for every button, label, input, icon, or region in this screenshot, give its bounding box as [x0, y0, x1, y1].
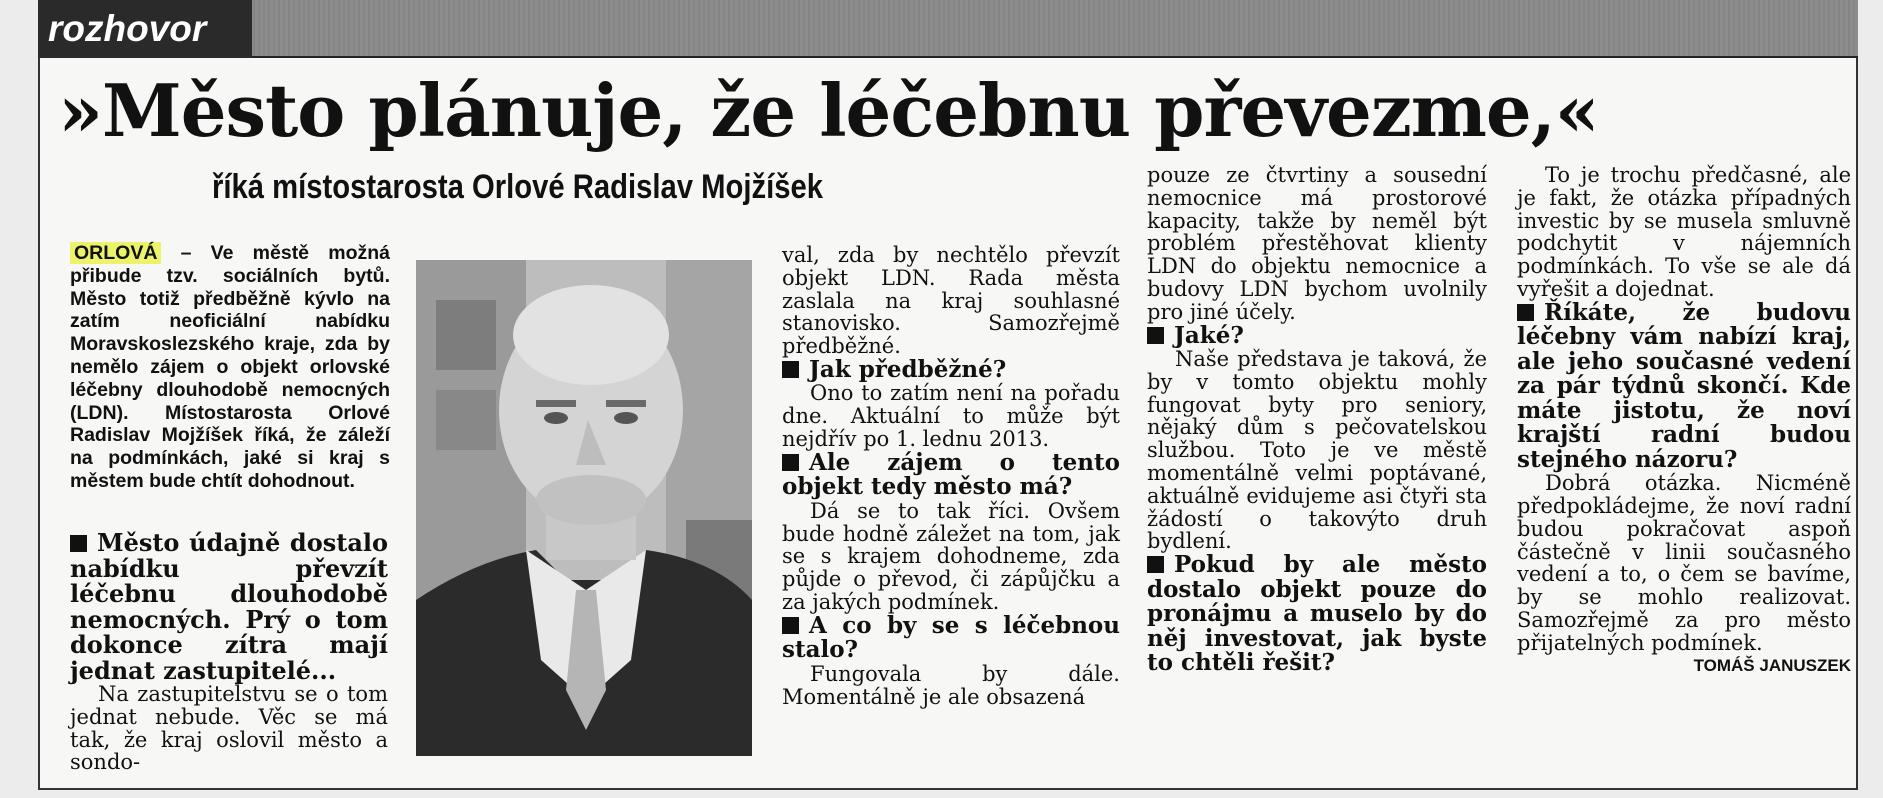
question-2: Jak předběžné? — [782, 358, 1120, 383]
answer-1-part-2: val, zda by nechtělo převzít objekt LDN. Rada města zaslala na kraj souhlasné stanovisko. Samozřejmě předběžné. — [782, 243, 1120, 359]
portrait-image — [416, 260, 752, 756]
article-column-2 — [782, 244, 1120, 708]
article-column-1 — [70, 530, 388, 774]
answer-6: To je trochu předčasné, ale je fakt, že otázka případných investic by se musela smluvně podchytit v nájemních podmínkách. To vše se ale dá vyřešit a dojednat. — [1517, 163, 1851, 301]
answer-7: Dobrá otázka. Nicméně předpokládejme, že noví radní budou pokračovat aspoň částečně v linii současného vedení a to, o čem se bavíme, by se mohlo realizovat. Samozřejmě za pro město přijatelných podmínek. TOMÁŠ JANUSZEK — [1517, 472, 1851, 654]
answer-4-part-2: pouze ze čtvrtiny a sousední nemocnice má prostorové kapacity, takže by neměl být problém přestěhovat klienty LDN do objektu nemocnice a budovy LDN bychom uvolnily pro jiné účely. — [1147, 163, 1487, 324]
article-column-3 — [1147, 164, 1487, 676]
subheadline: říká místostarosta Orlové Radislav Mojžíšek — [212, 168, 824, 206]
answer-1-part-1: Na zastupitelstvu se o tom jednat nebude. Věc se má tak, že kraj oslovil město a sondo- — [70, 682, 388, 775]
headline: »Město plánuje, že léčebnu převezme,« — [58, 68, 1599, 153]
bullet-square-icon — [1147, 327, 1164, 344]
answer-3: Dá se to tak říci. Ovšem bude hodně záležet na tom, jak se s krajem dohodneme, zda půjde o převod, či zápůjčku a za jakých podmínek. — [782, 498, 1120, 615]
lead-paragraph — [70, 242, 390, 493]
portrait-photo — [416, 260, 752, 756]
question-3: Ale zájem o tento objekt tedy město má? — [782, 448, 1120, 501]
question-5: Jaké? — [1147, 324, 1487, 349]
bullet-square-icon — [70, 535, 87, 552]
question-1: Město údajně dostalo nabídku převzít léčebnu dlouhodobě nemocných. Prý o tom dokonce zítra mají jednat zastupitelé... — [70, 528, 388, 685]
bullet-square-icon — [1517, 304, 1534, 321]
answer-5: Naše představa je taková, že by v tomto objektu mohly fungovat byty pro seniory, nějaký dům s pečovatelskou službou. Toto je ve městě momentálně velmi poptávané, aktuálně evidujeme asi čtyři sta žádostí o takovýto druh bydlení. — [1147, 347, 1487, 554]
question-4: A co by se s léčebnou stalo? — [782, 611, 1120, 664]
bullet-square-icon — [782, 454, 799, 471]
answer-2: Ono to zatím není na pořadu dne. Aktuální to může být nejdřív po 1. lednu 2013. — [782, 381, 1120, 452]
section-label: rozhovor — [38, 0, 252, 58]
header-bar — [38, 0, 1858, 58]
byline: TOMÁŠ JANUSZEK — [1693, 655, 1851, 675]
answer-4-part-1: Fungovala by dále. Momentálně je ale obsazená — [782, 661, 1120, 709]
bullet-square-icon — [1147, 556, 1164, 573]
dateline-place: ORLOVÁ — [70, 242, 161, 264]
bullet-square-icon — [782, 617, 799, 634]
article-column-4 — [1517, 164, 1851, 677]
question-7: Říkáte, že budovu léčebny vám nabízí kraj, ale jeho současné vedení za pár týdnů skončí. Kde máte jistotu, že noví krajští radní budou stejného názoru? — [1517, 298, 1851, 473]
bullet-square-icon — [782, 361, 799, 378]
question-6: Pokud by ale město dostalo objekt pouze do pronájmu a muselo by do něj investovat, jak byste to chtěli řešit? — [1147, 551, 1487, 677]
lead-text: – Ve městě možná přibude tzv. sociálních bytů. Město totiž předběžně kývlo na zatím neoficiální nabídku Moravskoslezského kraje, zda by nemělo zájem o objekt orlovské léčebny dlouhodobě nemocných (LDN). Místostarosta Orlové Radislav Mojžíšek říká, že záleží na podmínkách, jaké si kraj s městem bude chtít dohodnout. — [70, 242, 390, 492]
